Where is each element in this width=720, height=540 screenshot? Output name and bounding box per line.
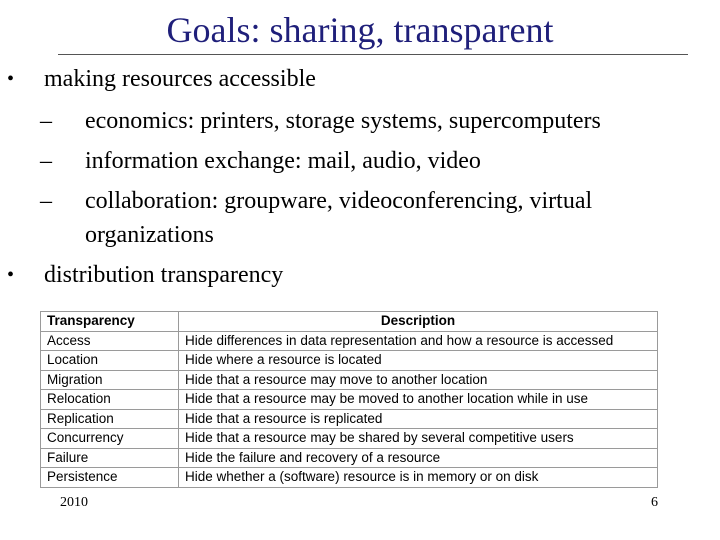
bullet-text: making resources accessible bbox=[44, 66, 316, 92]
bullet-item bbox=[7, 260, 284, 290]
table-cell: Relocation bbox=[41, 390, 179, 410]
sub-bullet-item bbox=[40, 104, 695, 138]
table-cell: Access bbox=[41, 331, 179, 351]
table-cell: Hide whether a (software) resource is in memory or on disk bbox=[179, 468, 658, 488]
bullet-text: distribution transparency bbox=[44, 262, 284, 288]
table-row bbox=[41, 351, 658, 371]
table-cell: Hide differences in data representation and how a resource is accessed bbox=[179, 331, 658, 351]
table-cell: Hide that a resource is replicated bbox=[179, 409, 658, 429]
bullet-marker: • bbox=[7, 264, 15, 286]
sub-bullet-item bbox=[40, 184, 695, 252]
table-row bbox=[41, 409, 658, 429]
footer-date: 2010 bbox=[60, 495, 88, 510]
table-cell: Hide that a resource may be shared by several competitive users bbox=[179, 429, 658, 449]
sub-bullet-marker: – bbox=[40, 108, 52, 134]
table-cell: Migration bbox=[41, 370, 179, 390]
slide-title: Goals: sharing, transparent bbox=[166, 10, 554, 50]
sub-bullet-marker: – bbox=[40, 148, 52, 174]
page-number: 6 bbox=[651, 495, 658, 510]
column-header-description: Description bbox=[179, 312, 658, 332]
table-cell: Hide that a resource may be moved to another location while in use bbox=[179, 390, 658, 410]
column-header-transparency: Transparency bbox=[41, 312, 179, 332]
sub-bullet-marker: – bbox=[40, 188, 52, 214]
table-row bbox=[41, 468, 658, 488]
bullet-marker: • bbox=[7, 68, 15, 90]
sub-bullet-text: collaboration: groupware, videoconferencing, virtual organizations bbox=[85, 188, 593, 248]
table-cell: Location bbox=[41, 351, 179, 371]
sub-bullet-text: information exchange: mail, audio, video bbox=[85, 148, 481, 174]
table-row bbox=[41, 448, 658, 468]
sub-bullet-text: economics: printers, storage systems, supercomputers bbox=[85, 108, 601, 134]
table-cell: Failure bbox=[41, 448, 179, 468]
table-cell: Replication bbox=[41, 409, 179, 429]
table-row bbox=[41, 429, 658, 449]
table-cell: Concurrency bbox=[41, 429, 179, 449]
table-header-row bbox=[41, 312, 658, 332]
table-row bbox=[41, 390, 658, 410]
table-cell: Hide where a resource is located bbox=[179, 351, 658, 371]
sub-bullet-item bbox=[40, 144, 695, 178]
bullet-item bbox=[7, 64, 316, 94]
title-divider bbox=[58, 54, 688, 55]
table-row bbox=[41, 370, 658, 390]
transparency-table bbox=[40, 311, 658, 488]
table-cell: Hide the failure and recovery of a resource bbox=[179, 448, 658, 468]
table-cell: Persistence bbox=[41, 468, 179, 488]
table-row bbox=[41, 331, 658, 351]
table-cell: Hide that a resource may move to another location bbox=[179, 370, 658, 390]
